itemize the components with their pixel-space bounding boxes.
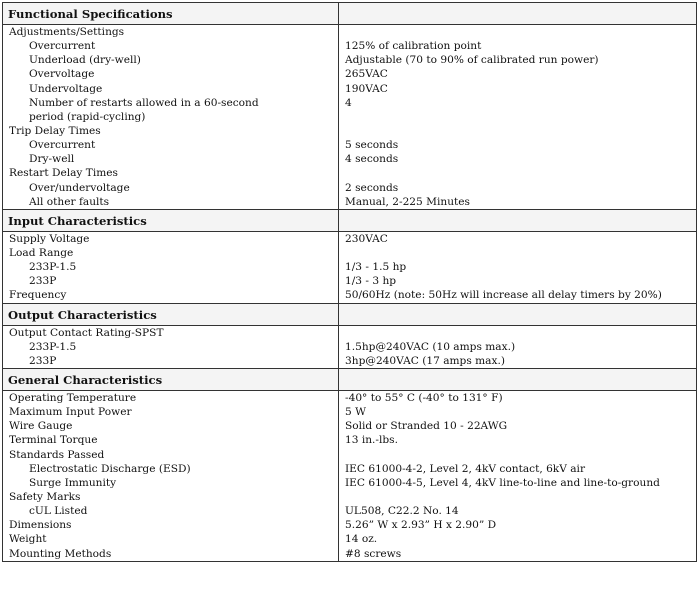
spec-label: Trip Delay Times	[9, 124, 101, 137]
spec-label: Maximum Input Power	[9, 406, 132, 419]
spec-value: 190VAC	[345, 82, 388, 95]
spec-label: 233P-1.5	[29, 261, 77, 274]
spec-label: Underload (dry-well)	[29, 54, 141, 67]
spec-label: Number of restarts allowed in a 60-second	[29, 96, 259, 109]
spec-label: Dry-well	[29, 153, 75, 166]
section-header-blank	[339, 368, 697, 390]
section-title: General Characteristics	[8, 372, 163, 387]
spec-value	[339, 110, 696, 124]
spec-value: 1/3 - 3 hp	[345, 275, 397, 288]
spec-value	[339, 490, 696, 504]
spec-value: 230VAC	[345, 232, 388, 245]
spec-value	[339, 448, 696, 462]
spec-value	[339, 124, 696, 138]
spec-value: IEC 61000-4-2, Level 2, 4kV contact, 6kV air	[345, 462, 586, 475]
section-title: Functional Specifications	[8, 7, 173, 21]
section-header-blank	[339, 209, 697, 231]
spec-value: -40° to 55° C (-40° to 131° F)	[345, 391, 503, 404]
spec-label: Dimensions	[9, 519, 72, 532]
value-column	[339, 25, 697, 210]
spec-value: 50/60Hz (note: 50Hz will increase all delay timers by 20%)	[345, 289, 662, 302]
spec-label: Output Contact Rating-SPST	[9, 326, 164, 339]
spec-label: 233P-1.5	[29, 340, 77, 353]
spec-value: UL508, C22.2 No. 14	[345, 505, 459, 518]
spec-value: 1/3 - 1.5 hp	[345, 261, 407, 274]
section-body-input-characteristics	[3, 231, 697, 303]
spec-label: Load Range	[9, 246, 74, 259]
spec-value: #8 screws	[345, 547, 402, 560]
spec-label: Terminal Torque	[9, 434, 98, 447]
spec-label: Operating Temperature	[9, 391, 137, 404]
spec-label: Electrostatic Discharge (ESD)	[29, 462, 191, 475]
value-column	[339, 390, 697, 561]
label-column	[3, 25, 339, 210]
spec-value: 13 in.-lbs.	[345, 434, 398, 447]
spec-value	[339, 246, 696, 260]
spec-value: Adjustable (70 to 90% of calibrated run power)	[345, 54, 599, 67]
spec-label: Standards Passed	[9, 448, 105, 461]
spec-label: Overvoltage	[29, 68, 95, 81]
spec-label: Over/undervoltage	[29, 181, 130, 194]
spec-label: Weight	[9, 533, 47, 546]
section-header-blank	[339, 303, 697, 325]
value-column	[339, 231, 697, 303]
spec-value: 2 seconds	[345, 181, 399, 194]
spec-value: Manual, 2-225 Minutes	[345, 195, 470, 208]
spec-value: 4 seconds	[345, 153, 399, 166]
section-title: Output Characteristics	[8, 307, 157, 322]
section-title: Input Characteristics	[8, 213, 147, 228]
spec-label: Mounting Methods	[9, 547, 112, 560]
label-column	[3, 231, 339, 303]
section-body-output-characteristics	[3, 325, 697, 368]
spec-value: 1.5hp@240VAC (10 amps max.)	[345, 340, 516, 353]
spec-value	[339, 25, 696, 39]
section-body-functional-specifications	[3, 25, 697, 210]
specifications-table	[2, 2, 697, 562]
spec-label: Wire Gauge	[9, 420, 73, 433]
section-header-output-characteristics	[3, 303, 697, 325]
spec-value	[339, 326, 696, 340]
spec-label: Adjustments/Settings	[9, 26, 125, 38]
spec-label: 233P	[29, 354, 57, 367]
spec-value: 14 oz.	[345, 533, 378, 546]
spec-value: IEC 61000-4-5, Level 4, 4kV line-to-line and line-to-ground	[345, 476, 660, 489]
label-column	[3, 325, 339, 368]
value-column	[339, 325, 697, 368]
spec-value	[339, 166, 696, 180]
spec-label: cUL Listed	[29, 505, 88, 518]
spec-value: 5 seconds	[345, 139, 399, 152]
section-header-input-characteristics	[3, 209, 697, 231]
label-column	[3, 390, 339, 561]
spec-label: Undervoltage	[29, 82, 103, 95]
spec-value: 5.26” W x 2.93” H x 2.90” D	[345, 519, 497, 532]
spec-value: 3hp@240VAC (17 amps max.)	[345, 354, 505, 367]
spec-value: 5 W	[345, 406, 366, 419]
spec-label: Supply Voltage	[9, 232, 90, 245]
section-header-functional-specifications	[3, 3, 697, 25]
spec-label: Overcurrent	[29, 40, 96, 53]
spec-value: Solid or Stranded 10 - 22AWG	[345, 420, 508, 433]
section-header-blank	[339, 3, 697, 25]
section-body-general-characteristics	[3, 390, 697, 561]
section-header-general-characteristics	[3, 368, 697, 390]
spec-value: 4	[345, 96, 352, 109]
spec-label: All other faults	[29, 195, 110, 208]
spec-value: 265VAC	[345, 68, 388, 81]
spec-label: Safety Marks	[9, 490, 81, 503]
spec-label: Restart Delay Times	[9, 167, 118, 180]
spec-label: period (rapid-cycling)	[29, 110, 146, 123]
spec-label: Surge Immunity	[29, 476, 117, 489]
spec-value: 125% of calibration point	[345, 40, 482, 53]
spec-label: Frequency	[9, 289, 67, 302]
spec-label: 233P	[29, 275, 57, 288]
spec-label: Overcurrent	[29, 139, 96, 152]
